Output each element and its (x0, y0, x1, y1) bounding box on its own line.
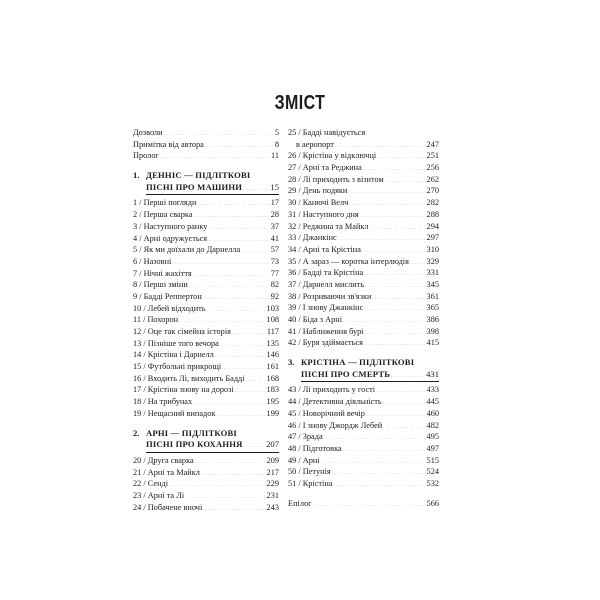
page-number: 57 (270, 245, 279, 255)
part-rule (146, 194, 279, 195)
page-number: 17 (270, 198, 279, 208)
page-number: 256 (426, 163, 439, 173)
entry-title: 36 / Бадді та Крістіна (288, 268, 364, 278)
page-number: 282 (426, 198, 439, 208)
entry-title: 41 / Наближення бурі (288, 326, 364, 336)
page-number: 92 (270, 291, 279, 301)
entry-title: 19 / Нещасний випадок (133, 408, 216, 418)
page-number: 515 (426, 455, 439, 465)
page-number: 117 (266, 327, 279, 336)
page-number: 415 (426, 338, 439, 348)
entry-title: 46 / І знову Джордж Лебей (288, 420, 383, 430)
toc-entry (133, 197, 279, 209)
entry-title: 33 / Джанкінс (288, 233, 337, 243)
toc-entry (133, 455, 279, 467)
toc-entry (288, 139, 439, 151)
toc-entry (133, 490, 279, 502)
page-number: 386 (426, 315, 439, 324)
page-number: 262 (426, 174, 439, 184)
entry-title: 12 / Оце так сімейна історія (133, 327, 231, 336)
entry-title: 26 / Крістіна у відключці (288, 151, 377, 161)
toc-entry (133, 279, 279, 291)
page-number: 209 (266, 455, 279, 465)
entry-title: 44 / Детективна діяльність (288, 397, 382, 407)
toc-right-column (288, 127, 439, 509)
toc-entry (288, 420, 439, 432)
entry-title: 34 / Арні та Крістіна (288, 244, 361, 254)
entry-title: 2 / Перша сварка (133, 210, 193, 220)
part-heading (133, 428, 279, 453)
toc-entry (288, 162, 439, 174)
entry-title: 50 / Петунія (288, 467, 331, 477)
page-number: 41 (270, 233, 279, 243)
toc-entry (133, 127, 279, 139)
entry-title: 7 / Нічні жахіття (133, 268, 192, 278)
toc-entry (288, 150, 439, 162)
toc-entry (133, 338, 279, 350)
page-number: 161 (266, 362, 279, 372)
toc-entry (133, 233, 279, 245)
page-number: 77 (270, 268, 279, 278)
toc-entry (288, 408, 439, 420)
page-number: 11 (271, 151, 279, 161)
entry-title: 30 / Канючі Велч (288, 198, 349, 208)
toc-entry (133, 349, 279, 361)
page-number: 365 (426, 303, 439, 313)
chapter-list (133, 455, 279, 513)
entry-title: 31 / Наступного дня (288, 209, 359, 219)
entry-title: 25 / Бадді навідується (288, 128, 366, 137)
page-number: 15 (270, 181, 279, 192)
part-title-line-1: АРНІ — ПІДЛІТКОВІ (146, 427, 237, 438)
page-number: 294 (426, 221, 439, 231)
toc-entry (133, 478, 279, 490)
page-number: 460 (426, 408, 439, 418)
page-number: 207 (266, 439, 279, 450)
toc-entry (133, 326, 279, 338)
page-number: 37 (270, 221, 279, 231)
page-number: 28 (270, 210, 279, 220)
toc-entry (133, 502, 279, 514)
part-title-line-2: ПІСНІ ПРО КОХАННЯ (146, 439, 243, 450)
entry-title: 13 / Пізніше того вечора (133, 338, 219, 348)
entry-title: 16 / Входить Лі, виходить Бадді (133, 373, 245, 383)
part-rule (146, 452, 279, 453)
toc-entry (288, 314, 439, 326)
entry-title: Дозволи (133, 128, 163, 137)
toc-entry (288, 443, 439, 455)
entry-title: 17 / Крістіна знову на дорозі (133, 385, 234, 395)
page-number: 361 (426, 291, 439, 301)
toc-entry (288, 209, 439, 221)
page-number: 270 (426, 186, 439, 196)
toc-entry (133, 221, 279, 233)
entry-title: 42 / Буря здіймається (288, 338, 363, 348)
entry-title: 28 / Лі приходить з візитом (288, 174, 384, 184)
dot-leader (333, 478, 425, 491)
dot-leader (364, 337, 426, 350)
page-number: 331 (426, 268, 439, 278)
toc-entry (288, 302, 439, 314)
toc-entry (133, 209, 279, 221)
entry-title: 39 / І знову Джанкінс (288, 303, 364, 313)
page-number: 183 (266, 385, 279, 395)
page-number: 482 (426, 420, 439, 430)
part-number: 2. (133, 427, 140, 438)
toc-entry (288, 197, 439, 209)
toc-entry (288, 326, 439, 338)
page-number: 199 (266, 408, 279, 418)
page-number: 8 (274, 139, 279, 149)
page-number: 433 (426, 385, 439, 395)
page-number: 310 (426, 244, 439, 254)
chapter-list (288, 150, 439, 349)
toc-entry (133, 408, 279, 420)
part-heading (133, 170, 279, 195)
page-number: 108 (266, 315, 279, 325)
part-number: 3. (288, 357, 295, 368)
toc-entry (133, 139, 279, 151)
part-heading (288, 357, 439, 382)
page-number: 168 (266, 373, 279, 383)
toc-entry (133, 268, 279, 280)
entry-title: 43 / Лі приходить у гості (288, 385, 376, 395)
toc-entry (288, 185, 439, 197)
toc-entry (288, 267, 439, 279)
toc-entry (288, 337, 439, 349)
entry-title: 27 / Арні та Реджина (288, 163, 362, 173)
dot-leader (244, 439, 266, 452)
entry-title: 21 / Арні та Майкл (133, 467, 200, 477)
toc-entry (288, 466, 439, 478)
toc-left-column (133, 127, 279, 513)
toc-entry (133, 244, 279, 256)
dot-leader (216, 408, 265, 421)
page-number: 345 (426, 279, 439, 289)
page-number: 217 (266, 467, 279, 477)
page-number: 497 (426, 443, 439, 453)
page-number: 398 (426, 326, 439, 336)
page-number: 495 (426, 432, 439, 442)
toc-entry (133, 361, 279, 373)
page-number: 566 (426, 498, 439, 508)
entry-title: 6 / Назовні (133, 256, 172, 266)
page-number: 524 (426, 467, 439, 477)
entry-title: 5 / Як ми доїхали до Дарнелла (133, 245, 241, 255)
toc-entry (133, 150, 279, 162)
page-number: 247 (426, 139, 439, 149)
toc-entry (288, 256, 439, 268)
toc-entry (288, 478, 439, 490)
page-number: 243 (266, 502, 279, 512)
part-title-line-2: ПІСНІ ПРО МАШИНИ (146, 181, 243, 192)
toc-entry (288, 279, 439, 291)
chapter-list (288, 384, 439, 489)
front-matter-list (133, 127, 279, 162)
page-number: 73 (270, 256, 279, 266)
toc-entry (133, 256, 279, 268)
entry-title: Примітка від автора (133, 139, 204, 149)
page-title: ЗМІСТ (274, 92, 326, 114)
dot-leader (243, 182, 269, 195)
entry-title: 14 / Крістіна і Дарнелл (133, 350, 214, 360)
page-number: 146 (266, 350, 279, 360)
entry-title: в аеропорт (296, 139, 334, 149)
page-number: 445 (426, 397, 439, 407)
entry-title: 38 / Розриваючи зв'язки (288, 291, 372, 301)
page-number: 135 (266, 338, 279, 348)
page-number: 82 (270, 280, 279, 290)
entry-title: 10 / Лебей відходить (133, 303, 206, 313)
entry-title: 3 / Наступного ранку (133, 221, 208, 231)
toc-entry (288, 174, 439, 186)
dot-leader (391, 369, 425, 382)
toc-entry (288, 244, 439, 256)
toc-entry (133, 373, 279, 385)
entry-title: 45 / Новорічний вечір (288, 408, 365, 418)
entry-title: Епілог (288, 498, 312, 508)
toc-entry (288, 455, 439, 467)
entry-title: 15 / Футбольні прикрощі (133, 362, 222, 372)
entry-title: 35 / А зараз — коротка інтерлюдія (288, 256, 409, 266)
entry-title: 24 / Побачене вночі (133, 502, 203, 512)
entry-title: 48 / Підготовка (288, 443, 342, 453)
entry-title: 47 / Зрада (288, 432, 323, 442)
page-number: 532 (426, 478, 439, 488)
entry-title: 40 / Біда з Арні (288, 315, 343, 324)
page-number: 251 (426, 151, 439, 161)
entry-title: 23 / Арні та Лі (133, 490, 185, 500)
chapter-list (133, 197, 279, 419)
page-number: 431 (426, 368, 439, 379)
part-title-line-1: ДЕННІС — ПІДЛІТКОВІ (146, 170, 251, 181)
entry-title: 32 / Реджина та Майкл (288, 221, 369, 231)
entry-title: 49 / Арні (288, 455, 320, 465)
dot-leader (203, 502, 265, 515)
toc-entry (133, 291, 279, 303)
entry-title: 8 / Перші зміни (133, 280, 188, 290)
page-number: 297 (426, 233, 439, 243)
page-number: 229 (266, 479, 279, 489)
toc-entry (288, 232, 439, 244)
part-title-line-2: ПІСНІ ПРО СМЕРТЬ (301, 368, 391, 379)
entry-title: 20 / Друга сварка (133, 455, 194, 465)
toc-entry (133, 396, 279, 408)
toc-entry (133, 467, 279, 479)
page-number: 195 (266, 397, 279, 407)
entry-title: 11 / Похорон (133, 315, 179, 325)
page-number: 288 (426, 209, 439, 219)
toc-entry (133, 384, 279, 396)
entry-title: 22 / Сенді (133, 479, 169, 489)
toc-entry (288, 291, 439, 303)
part-title-line-1: КРІСТІНА — ПІДЛІТКОВІ (301, 357, 415, 368)
toc-entry (288, 221, 439, 233)
entry-title: 4 / Арні одружується (133, 233, 208, 243)
toc-entry (288, 431, 439, 443)
toc-entry (288, 498, 439, 510)
entry-title: 1 / Перші погляди (133, 198, 197, 208)
toc-entry (133, 314, 279, 326)
page-number: 329 (426, 256, 439, 266)
toc-entry (288, 396, 439, 408)
entry-title: 9 / Бадді Реппертон (133, 291, 202, 301)
entry-title: 29 / День подяки (288, 186, 348, 196)
part-rule (301, 381, 439, 382)
entry-title: 51 / Крістіна (288, 478, 333, 488)
part-number: 1. (133, 170, 140, 181)
toc-entry (133, 303, 279, 315)
entry-title: 37 / Дарнелл мислить (288, 279, 365, 289)
page-number: 103 (266, 303, 279, 313)
page-number: 231 (266, 490, 279, 500)
entry-title: Пролог (133, 151, 159, 161)
page-number: 5 (274, 128, 279, 137)
toc-entry (288, 127, 439, 139)
entry-title: 18 / На трибунах (133, 397, 193, 407)
toc-entry (288, 384, 439, 396)
dot-leader (160, 150, 270, 163)
